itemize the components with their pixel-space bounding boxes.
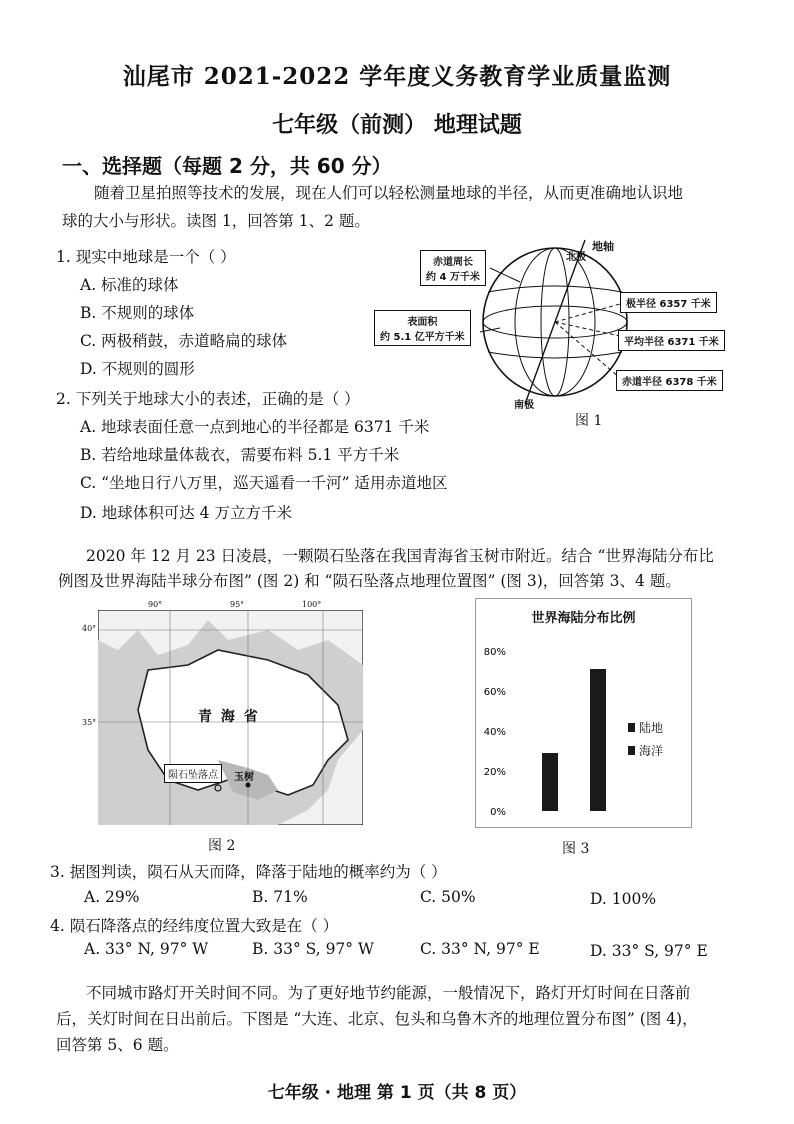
lon-100-label: 100° <box>302 600 322 609</box>
north-pole-label: 北极 <box>566 252 586 263</box>
surface-area-box <box>374 310 471 346</box>
equator-length-line-1: 赤道周长 <box>432 257 473 268</box>
intro-1-line-2: 球的大小与形状。读图 1，回答第 1、2 题。 <box>62 212 370 230</box>
intro-1-line-1: 随着卫星拍照等技术的发展，现在人们可以轻松测量地球的半径，从而更准确地认识地 <box>94 184 684 202</box>
page-footer: 七年级 · 地理 第 1 页（共 8 页） <box>267 1083 527 1103</box>
question-3-option-d[interactable]: D. 100% <box>590 890 657 908</box>
polar-radius-box: 极半径 6357 千米 <box>620 292 717 313</box>
question-3-option-a[interactable]: A. 29% <box>84 888 140 906</box>
question-2-option-c[interactable]: C. “坐地日行八万里，巡天遥看一千河” 适用赤道地区 <box>80 474 448 492</box>
figure-2-map <box>78 600 363 830</box>
y-tick-label: 0% <box>490 807 506 818</box>
legend-item-land <box>628 719 663 736</box>
province-label: 青 海 省 <box>198 709 260 725</box>
lat-35-label: 35° <box>82 718 97 727</box>
bar-ocean <box>590 669 606 811</box>
question-1-option-b[interactable]: B. 不规则的球体 <box>80 304 195 322</box>
equator-length-line-2: 约 4 万千米 <box>426 272 480 283</box>
equatorial-radius-box: 赤道半径 6378 千米 <box>616 370 723 391</box>
question-2-option-d[interactable]: D. 地球体积可达 4 万立方千米 <box>80 504 292 522</box>
question-4-option-c[interactable]: C. 33° N, 97° E <box>420 940 540 958</box>
figure-1-globe <box>370 232 750 432</box>
question-3-stem: 3. 据图判读，陨石从天而降，降落于陆地的概率约为（ ） <box>50 863 447 881</box>
intro-2-line-2: 例图及世界海陆半球分布图” (图 2) 和 “陨石坠落点地理位置图” (图 3)，回答第 3、4 题。 <box>58 572 681 590</box>
bar-land <box>542 753 558 811</box>
intro-3-line-2: 后，关灯时间在日出前后。下图是 “大连、北京、包头和乌鲁木齐的地理位置分布图” (图 4)， <box>56 1010 698 1028</box>
figure-3-caption: 图 3 <box>562 841 590 857</box>
question-1-stem: 1. 现实中地球是一个（ ） <box>56 248 236 266</box>
intro-2-line-1: 2020 年 12 月 23 日凌晨，一颗陨石坠落在我国青海省玉树市附近。结合 “世界海陆分布比 <box>86 547 714 565</box>
exam-title: 汕尾市 2021-2022 学年度义务教育学业质量监测 <box>122 63 672 90</box>
figure-2-caption: 图 2 <box>208 838 236 854</box>
legend-label-land: 陆地 <box>639 721 664 735</box>
y-tick-label: 40% <box>483 727 506 738</box>
figure-1-caption: 图 1 <box>575 413 603 429</box>
question-1-option-c[interactable]: C. 两极稍鼓，赤道略扁的球体 <box>80 332 288 350</box>
question-4-option-b[interactable]: B. 33° S, 97° W <box>252 940 374 958</box>
question-1-option-a[interactable]: A. 标准的球体 <box>80 276 179 294</box>
legend-label-ocean: 海洋 <box>639 744 664 758</box>
chart-legend <box>628 719 663 759</box>
question-3-option-b[interactable]: B. 71% <box>252 888 308 906</box>
question-4-option-a[interactable]: A. 33° N, 97° W <box>84 940 209 958</box>
question-4-stem: 4. 陨石降落点的经纬度位置大致是在（ ） <box>50 917 339 935</box>
equator-length-box <box>420 250 486 286</box>
surface-area-line-2: 约 5.1 亿平方千米 <box>380 332 465 343</box>
chart-title: 世界海陆分布比例 <box>531 611 636 626</box>
chart-svg <box>476 599 691 827</box>
question-3-option-c[interactable]: C. 50% <box>420 888 476 906</box>
figure-3-chart <box>475 598 692 828</box>
lon-90-label: 90° <box>148 600 163 609</box>
y-tick-label: 80% <box>483 647 506 658</box>
legend-swatch-ocean <box>628 746 635 755</box>
legend-item-ocean <box>628 742 663 759</box>
y-tick-label: 20% <box>483 767 506 778</box>
question-1-option-d[interactable]: D. 不规则的圆形 <box>80 360 195 378</box>
question-2-option-b[interactable]: B. 若给地球量体裁衣，需要布料 5.1 平方千米 <box>80 446 400 464</box>
intro-3-line-1: 不同城市路灯开关时间不同。为了更好地节约能源，一般情况下，路灯开灯时间在日落前 <box>86 984 691 1002</box>
lat-40-label: 40° <box>82 624 97 633</box>
south-pole-label: 南极 <box>514 400 534 411</box>
y-tick-label: 60% <box>483 687 506 698</box>
question-2-option-a[interactable]: A. 地球表面任意一点到地心的半径都是 6371 千米 <box>80 418 430 436</box>
surface-area-line-1: 表面积 <box>407 317 438 328</box>
exam-subtitle: 七年级（前测） 地理试题 <box>272 112 522 138</box>
lon-95-label: 95° <box>230 600 245 609</box>
question-4-option-d[interactable]: D. 33° S, 97° E <box>590 942 708 960</box>
mean-radius-box: 平均半径 6371 千米 <box>618 330 725 351</box>
axis-label: 地轴 <box>592 240 614 253</box>
question-2-stem: 2. 下列关于地球大小的表述，正确的是（ ） <box>56 390 360 408</box>
section-heading: 一、选择题（每题 2 分，共 60 分） <box>62 154 392 178</box>
legend-swatch-land <box>628 723 635 732</box>
impact-point-label: 陨石坠落点 <box>164 764 222 783</box>
yushu-label: 玉树 <box>234 772 254 783</box>
intro-3-line-3: 回答第 5、6 题。 <box>56 1036 179 1054</box>
